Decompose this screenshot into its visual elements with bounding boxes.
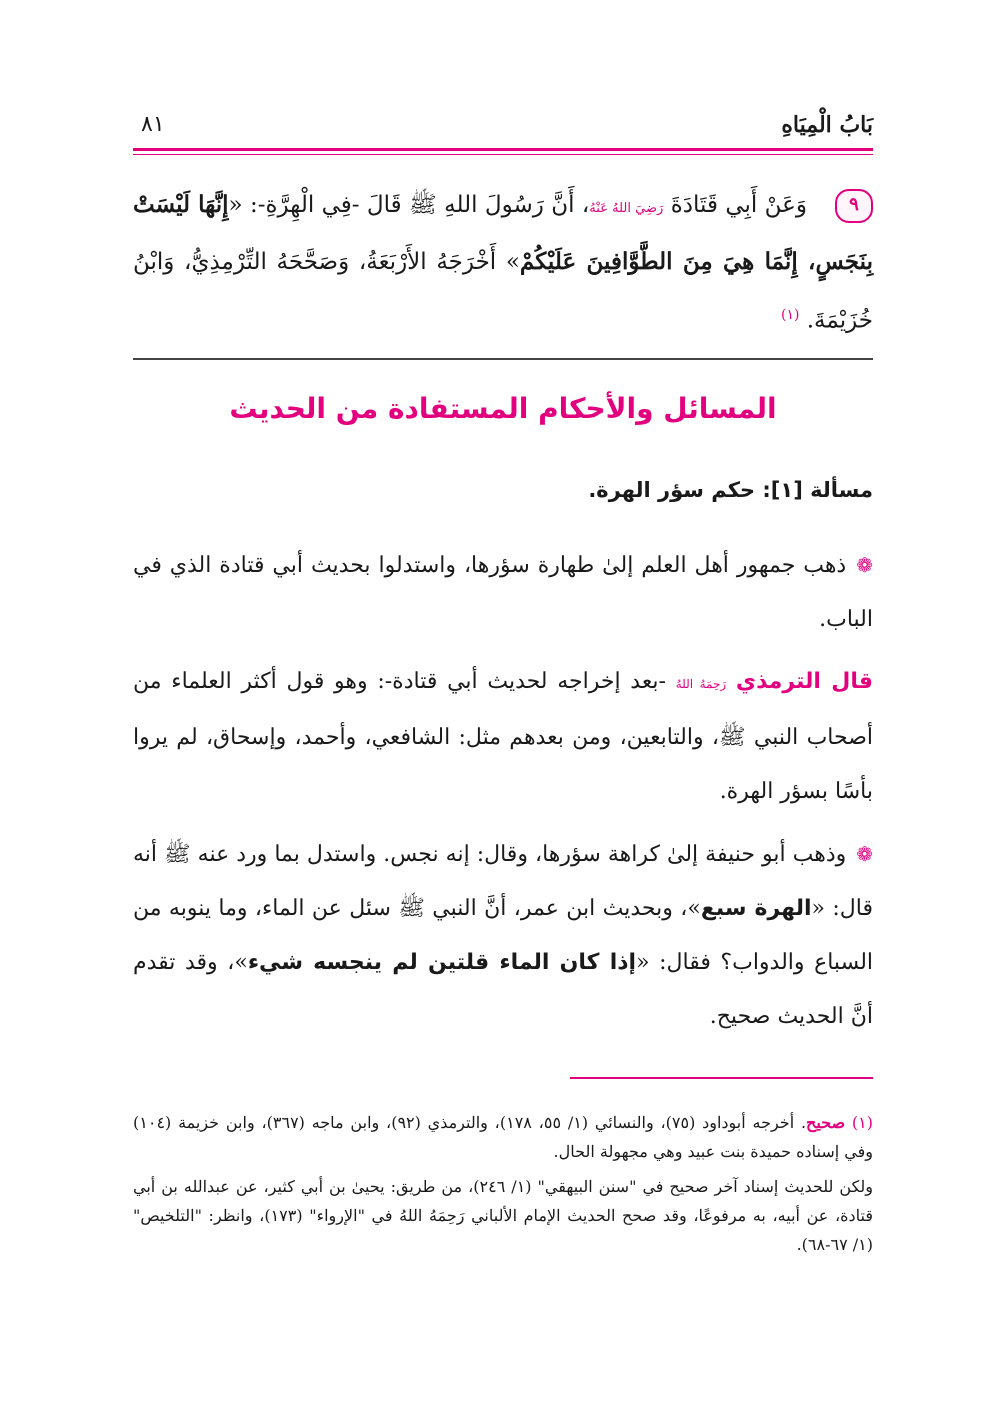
section-divider [133,358,873,360]
paragraph-3-a: وذهب أبو حنيفة إلىٰ كراهة سؤرها، وقال: إنه نجس. واستدل بما ورد عنه ﷺ أنه قال: « [133,842,873,921]
page-number: ٨١ [141,112,165,137]
hadith-part-2: ، أَنَّ رَسُولَ اللهِ ﷺ قَالَ -فِي الْهِرَّةِ-: « [228,192,590,218]
quote-qullatain: إذا كان الماء قلتين لم ينجسه شيء [247,950,637,975]
footnote-ref[interactable]: (١) [780,307,800,323]
paragraph-3 [133,827,873,1044]
question-heading [133,478,873,502]
header-rule-thick [133,148,873,151]
flower-bullet-icon: ❁ [856,553,873,577]
footnote-1 [133,1108,873,1166]
paragraph-2 [133,655,873,819]
header-rule-thin [133,154,873,155]
rahimahu-honorific: رَحِمَهُ اللهُ [675,677,727,691]
flower-bullet-icon: ❁ [856,842,873,866]
chapter-title: بَابُ الْمِيَاهِ [781,112,873,138]
paragraph-1-text: ذهب جمهور أهل العلم إلىٰ طهارة سؤرها، واستدلوا بحديث أبي قتادة الذي في الباب. [133,553,873,632]
hadith-quote: إِنَّهَا لَيْسَتْ بِنَجَسٍ، إِنَّمَا هِيَ مِنَ الطَّوَّافِينَ عَلَيْكُمْ [133,191,873,275]
tirmidhi-label: قال الترمذي [735,669,874,694]
footnote-1-label: (١) [851,1113,874,1132]
hadith-part-1: وَعَنْ أَبِي قَتَادَةَ [670,192,807,218]
body-text [133,538,873,1052]
section-title: المسائل والأحكام المستفادة من الحديث [229,392,777,425]
paragraph-3-c: »، وقد تقدم أنَّ الحديث صحيح. [133,950,873,1029]
page-header [133,112,873,142]
question-label: مسألة [١]: [762,478,873,502]
hadith-number-badge: ٩ [835,189,873,223]
footnote-separator [570,1077,873,1079]
footnote-1-grade: صحيح [806,1113,846,1132]
paragraph-1 [133,538,873,647]
hadith-part-3: » أَخْرَجَهُ الأَرْبَعَةُ، وَصَحَّحَهُ التِّرْمِذِيُّ، وَابْنُ خُزَيْمَةَ. [133,249,873,334]
footnote-1-text: . أخرجه أبوداود (٧٥)، والنسائي (١/ ٥٥، ١٧٨)، والترمذي (٩٢)، وابن ماجه (٣٦٧)، وابن خزيمة (١٠٤) وفي إسناده حميدة بنت عبيد وهي مجهولة الحال. [133,1113,873,1161]
radi-honorific: رَضِيَ اللهُ عَنْهُ [589,201,664,216]
footnote-2-text: ولكن للحديث إسناد آخر صحيح في "سنن البيهقي" (١/ ٢٤٦)، من طريق: يحيىٰ بن أبي كثير، عن عبدالله بن أبي قتادة، عن أبيه، به مرفوعًا، وقد صحح الحديث الإمام الألباني رَحِمَهُ اللهُ في "الإرواء" (١٧٣)، وانظر: "التلخيص" (١/ ٦٧-٦٨). [133,1177,874,1254]
footnote-2 [133,1172,873,1259]
hadith-text [133,178,873,348]
footnotes [133,1108,873,1265]
paragraph-3-b: »، وبحديث ابن عمر، أنَّ النبي ﷺ سئل عن الماء، وما ينوبه من السباع والدواب؟ فقال: « [133,896,874,975]
question-text: حكم سؤر الهرة. [588,478,756,502]
quote-hirra: الهرة سبع [700,896,812,921]
paragraph-2-text: -بعد إخراجه لحديث أبي قتادة-: وهو قول أكثر العلماء من أصحاب النبي ﷺ، والتابعين، ومن بعدهم مثل: الشافعي، وأحمد، وإسحاق، لم يروا بأسًا بسؤر الهرة. [133,669,873,804]
